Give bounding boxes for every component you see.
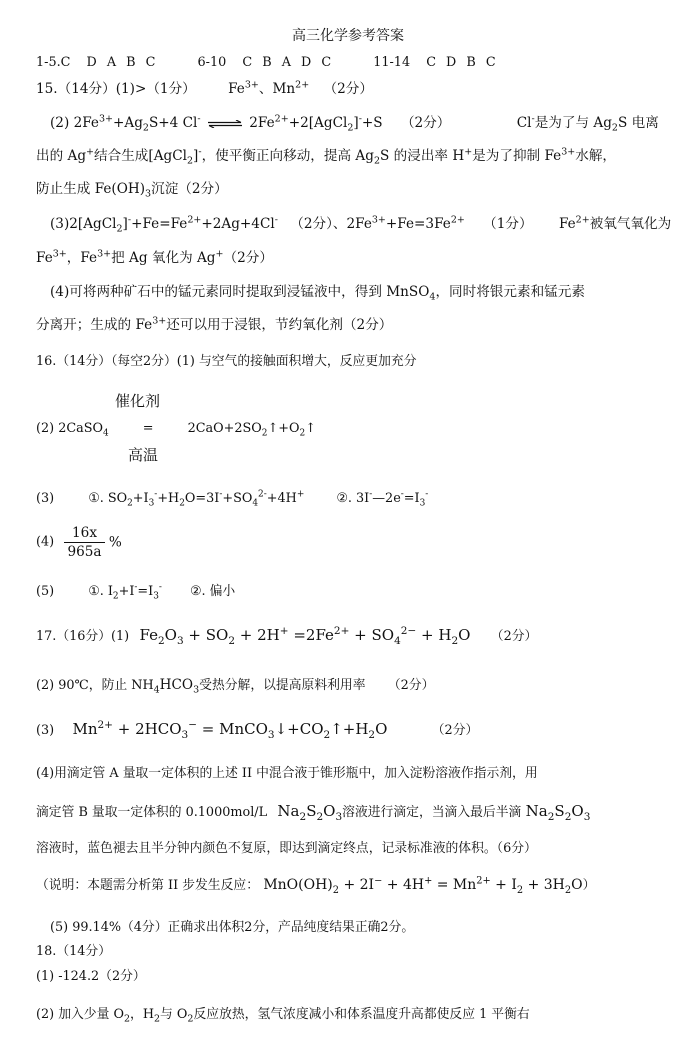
equilibrium-arrow-icon [208, 120, 242, 128]
q17-line1: 17.（16分）(1) $Fe_2O_3 + SO_2 + 2H^+ =2Fe^{2+} + SO_4^{2-} + H_2O$ （2分） [36, 625, 538, 647]
mc-group2: C B A D C [242, 55, 332, 70]
q16-p5: (5) ①. $I_2+I^-=I_3^-$ ②. 偏小 [36, 582, 236, 602]
q16-head: 16.（14分）（每空2分）(1) 与空气的接触面积增大，反应更加充分 [36, 354, 417, 369]
q15-line8: 分离开；生成的 $Fe^{3+}$还可以用于浸银，节约氧化剂（2分） [36, 315, 393, 333]
mc-group1-label: 1-5.C [36, 55, 71, 70]
q15-line1 [36, 80, 373, 98]
q16-eq2: (2) 2CaSO$_4$ = $2CaO+2SO_2↑+O_2↑$ [36, 421, 316, 439]
q15-ions: $Fe^{3+}$、$Mn^{2+}$ [228, 79, 310, 97]
q18-p1: (1) -124.2（2分） [36, 969, 146, 984]
q17-note: （说明：本题需分析第 II 步发生反应： $MnO(OH)_2 + 2I^- + 4H^+ = Mn^{2+} + I_2 + 3H_2O$） [36, 875, 596, 896]
q15-line6: $Fe^{3+}$，$Fe^{3+}$把 Ag 氧化为 Ag+（2分） [36, 248, 273, 266]
q18-head: 18.（14分） [36, 944, 112, 959]
mc-group3: C D B C [426, 55, 496, 70]
q17-p4-line2: 滴定管 B 量取一定体积的 0.1000mol/L $Na_2S_2O_3$溶液进行滴定，当滴入最后半滴 $Na_2S_2O_3$ [36, 802, 591, 823]
q15-score1: （2分） [323, 81, 373, 97]
page-title: 高三化学参考答案 [292, 28, 404, 44]
q15-eq2: (2) $2Fe^{3+}+Ag_2S+4$ Cl- $2Fe^{2+}+2[AgCl_2]^-+S$ （2分） Cl-是为了与 $Ag_2S$ 电离 [50, 113, 659, 134]
q17-p3: (3) $Mn^{2+} + 2HCO_3^-$ = $MnCO_3↓+CO_2↑+H_2O$ （2分） [36, 719, 479, 741]
q16-p4: (4) $\frac{16x}{965a}$ % [36, 525, 122, 560]
mc-group1: D A B C [86, 55, 156, 70]
q16-fraction: $\frac{16x}{965a}$ [64, 524, 104, 561]
q16-condition: 高温 [128, 446, 159, 464]
q18-p2: (2) 加入少量 $O_2$，$H_2$与 $O_2$反应放热，氢气浓度减小和体系温度升高都使反应 1 平衡右 [36, 1007, 530, 1025]
q15-line4: 防止生成 $Fe(OH)_3$沉淀（2分） [36, 181, 228, 200]
q16-p3: (3) ①. $SO_2+I_3^-+H_2O=3I^-+SO_4^{2-}+4H^+$ ②. $3I^-—2e^-=I_3^-$ [36, 489, 429, 509]
q17-p4-line1: (4)用滴定管 A 量取一定体积的上述 II 中混合液于锥形瓶中，加入淀粉溶液作指示剂，用 [36, 766, 538, 781]
q17-p2: (2) 90℃，防止 $NH_4HCO_3$受热分解，以提高原料利用率 （2分） [36, 677, 435, 696]
mc-group2-label: 6-10 [197, 55, 227, 70]
q15-line3: 出的 Ag+结合生成[AgCl$_2$]-，使平衡正向移动，提高 $Ag_2S$ 的浸出率 H+是为了抑制 $Fe^{3+}$水解， [36, 146, 617, 167]
q15-head: 15.（14分）(1)>（1分） [36, 81, 196, 97]
q15-p4: (4)可将两种矿石中的锰元素同时提取到浸锰液中，得到 MnSO$_4$，同时将银元素和锰元素 [50, 284, 585, 303]
q17-p5: (5) 99.14%（4分）正确求出体积2分，产品纯度结果正确2分。 [50, 920, 415, 935]
q16-catalyst: 催化剂 [115, 392, 161, 410]
q17-p4-line3: 溶液时，蓝色褪去且半分钟内颜色不复原，即达到滴定终点，记录标准液的体积。（6分） [36, 841, 537, 856]
mc-answers [36, 54, 496, 72]
mc-group3-label: 11-14 [373, 55, 411, 70]
q15-eq3: $(3)2[AgCl_2]^-+Fe=Fe^{2+}+2Ag+4Cl^-$ （2分）、$2Fe^{3+}+Fe=3Fe^{2+}$ （1分） $Fe^{2+}$被氧气氧化为 [50, 214, 672, 235]
